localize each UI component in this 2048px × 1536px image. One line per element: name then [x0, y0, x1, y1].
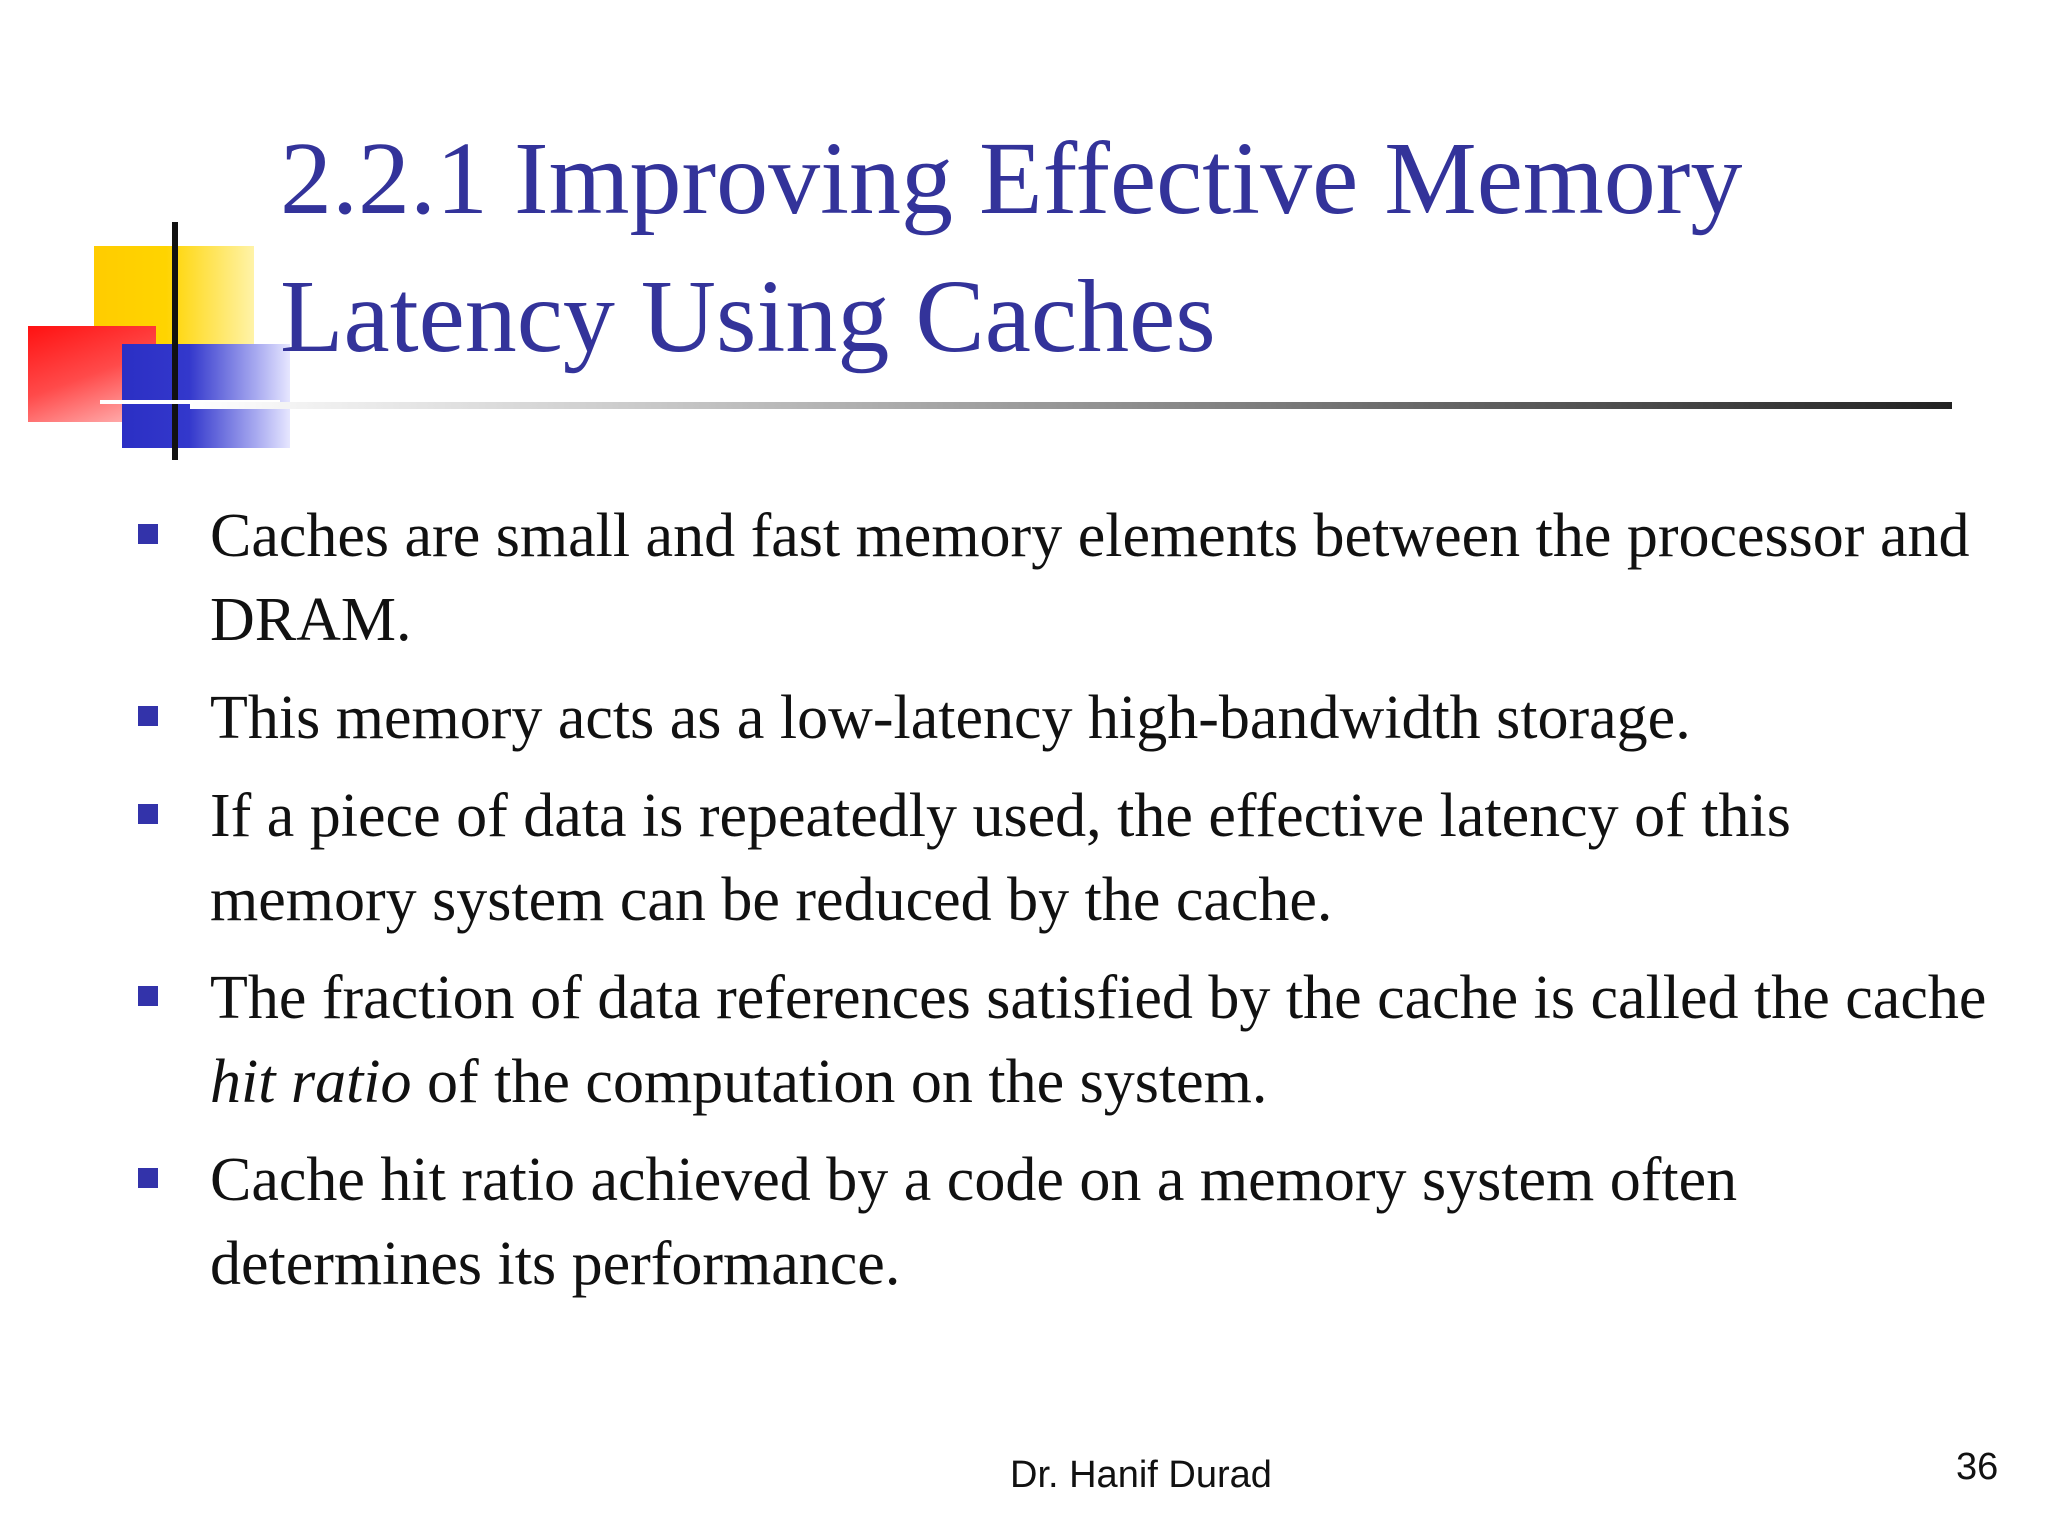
footer-author: Dr. Hanif Durad [1010, 1454, 1272, 1496]
square-bullet-icon [138, 1168, 158, 1188]
slide-number: 36 [1956, 1446, 1999, 1488]
bullet-text: This memory acts as a low-latency high-bandwidth storage. [210, 684, 1691, 752]
bullet-item [130, 494, 2010, 662]
title-line-2: Latency Using Caches [280, 259, 1216, 374]
bullet-emphasis: hit ratio [210, 1048, 412, 1116]
bullet-item [130, 774, 2010, 942]
bullet-text: Caches are small and fast memory elements between the processor and DRAM. [210, 502, 1970, 654]
bullet-item [130, 1138, 2010, 1306]
square-bullet-icon [138, 524, 158, 544]
bullet-text: If a piece of data is repeatedly used, the effective latency of this memory system can be reduced by the cache. [210, 782, 1791, 934]
bullet-item [130, 676, 2010, 760]
bullet-item [130, 956, 2010, 1124]
title-line-1: 2.2.1 Improving Effective Memory [280, 121, 1743, 236]
square-bullet-icon [138, 986, 158, 1006]
bullet-list [130, 494, 2010, 1320]
slide-title [280, 110, 2000, 386]
square-bullet-icon [138, 804, 158, 824]
bullet-text-before: The fraction of data references satisfied by the cache is called the cache [210, 964, 1987, 1032]
bullet-text: Cache hit ratio achieved by a code on a memory system often determines its performance. [210, 1146, 1738, 1298]
decor-blue-square [122, 344, 290, 448]
title-underline-rule [190, 402, 1952, 409]
square-bullet-icon [138, 706, 158, 726]
bullet-text-after: of the computation on the system. [411, 1048, 1268, 1116]
decor-vertical-line [172, 222, 178, 460]
